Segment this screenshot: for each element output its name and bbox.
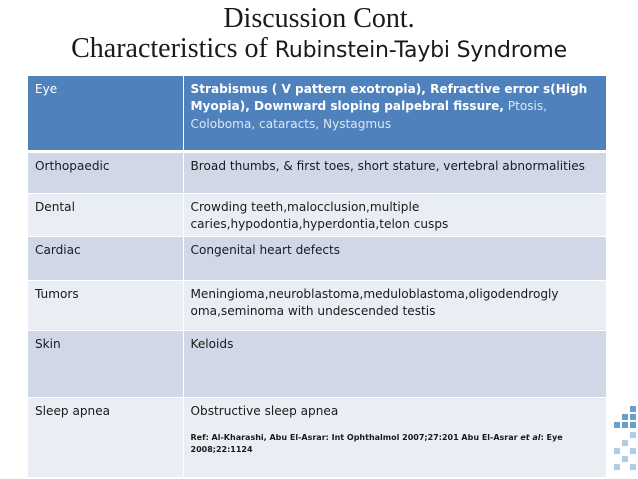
row-label: Sleep apnea — [28, 398, 183, 478]
row-label: Orthopaedic — [28, 151, 183, 193]
table-row-cardiac — [28, 237, 606, 281]
row-label: Tumors — [28, 281, 183, 331]
row-value: Meningioma,neuroblastoma,meduloblastoma,oligodendrogly oma,seminoma with undescended testis — [183, 281, 606, 331]
slide-title — [0, 4, 638, 64]
table-row-skin — [28, 331, 606, 398]
table-row-tumors — [28, 281, 606, 331]
characteristics-table — [28, 76, 606, 478]
row-value: Congenital heart defects — [183, 237, 606, 281]
row-label: Skin — [28, 331, 183, 398]
row-value: Broad thumbs, & first toes, short stature, vertebral abnormalities — [183, 151, 606, 193]
ref-et-al: et al — [520, 433, 541, 443]
row-value: Keloids — [183, 331, 606, 398]
title-line-2-syndrome: Rubinstein-Taybi Syndrome — [274, 38, 567, 64]
table-row-orthopaedic — [28, 151, 606, 193]
row-label: Cardiac — [28, 237, 183, 281]
row-label: Eye — [28, 76, 183, 151]
eye-bold-text: Strabismus ( V pattern exotropia), Refractive error s(High Myopia), Downward sloping palpebral fissure, — [190, 82, 588, 114]
sleep-apnea-value: Obstructive sleep apnea — [190, 404, 339, 419]
table-row-eye — [28, 76, 606, 151]
title-line-2 — [0, 33, 638, 63]
title-line-1: Discussion Cont. — [223, 3, 415, 34]
row-value — [183, 76, 606, 151]
ref-prefix: Ref: Al-Kharashi, Abu El-Asrar: Int Ophthalmol 2007;27:201 Abu El-Asrar — [190, 433, 521, 443]
table-row-sleep-apnea — [28, 398, 606, 478]
row-label: Dental — [28, 193, 183, 237]
table-row-dental — [28, 193, 606, 237]
reference-citation — [191, 432, 600, 456]
ref-suffix: : Eye 2008;22:1124 — [190, 433, 563, 455]
row-value: Crowding teeth,malocclusion,multiple caries,hypodontia,hyperdontia,telon cusps — [183, 193, 606, 237]
row-value — [183, 398, 606, 478]
corner-decoration-icon — [600, 404, 638, 479]
eye-plain-text: Ptosis, Coloboma, cataracts, Nystagmus — [190, 99, 548, 131]
title-line-2-prefix: Characteristics of — [71, 33, 275, 65]
